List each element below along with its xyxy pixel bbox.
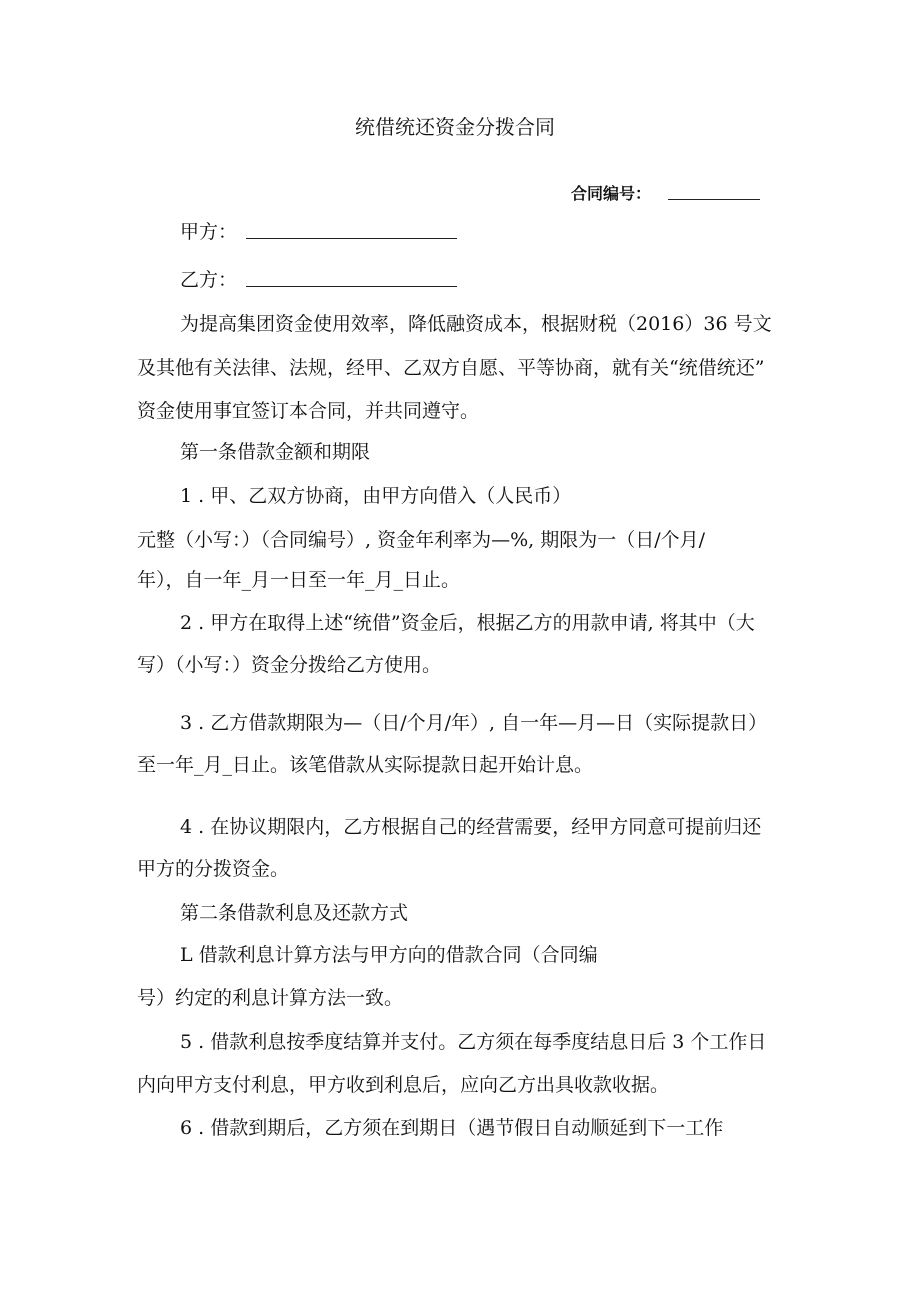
party-b-blank [246,286,457,287]
clause-line: 甲方的分拨资金。 [137,858,290,880]
article-2-heading: 第二条借款利息及还款方式 [180,902,409,924]
clause-line: 6 . 借款到期后，乙方须在到期日（遇节假日自动顺延到下一工作 [180,1117,724,1139]
clause-line: 3 . 乙方借款期限为—（日/个月/年）, 自一年—月—日（实际提款日） [180,712,768,734]
contract-number-label: 合同编号： [571,184,652,203]
clause-line: 2 . 甲方在取得上述“统借”资金后，根据乙方的用款申请, 将其中（大 [180,612,755,634]
contract-title: 统借统还资金分拨合同 [355,115,555,139]
clause-line: 4 . 在协议期限内，乙方根据自己的经营需要，经甲方同意可提前归还 [180,816,762,838]
clause-line: 年），自一年_月一日至一年_月_日止。 [137,569,461,591]
clause-line: 5 . 借款利息按季度结算并支付。乙方须在每季度结息日后 3 个工作日 [180,1031,767,1053]
contract-number-blank [668,199,760,200]
party-a-blank [246,238,457,239]
party-a-label: 甲方： [180,221,238,243]
preamble-line: 及其他有关法律、法规，经甲、乙双方自愿、平等协商，就有关“统借统还” [137,357,765,379]
clause-line: 号）约定的利息计算方法一致。 [137,987,404,1009]
clause-line: 内向甲方支付利息，甲方收到利息后，应向乙方出具收款收据。 [137,1074,670,1096]
clause-line: 至一年_月_日止。该笔借款从实际提款日起开始计息。 [137,754,594,776]
article-1-heading: 第一条借款金额和期限 [180,441,371,463]
clause-line: 1 . 甲、乙双方协商，由甲方向借入（人民币） [180,485,572,507]
preamble-line: 资金使用事宜签订本合同，并共同遵守。 [137,400,480,422]
party-b-label: 乙方： [180,269,238,291]
clause-line: L 借款利息计算方法与甲方向的借款合同（合同编 [180,944,598,966]
clause-line: 元整（小写：）（合同编号）, 资金年利率为—%, 期限为一（日/个月/ [137,529,706,551]
preamble-line: 为提高集团资金使用效率，降低融资成本，根据财税（2016）36 号文 [180,313,772,335]
clause-line: 写）（小写：）资金分拨给乙方使用。 [137,654,442,676]
